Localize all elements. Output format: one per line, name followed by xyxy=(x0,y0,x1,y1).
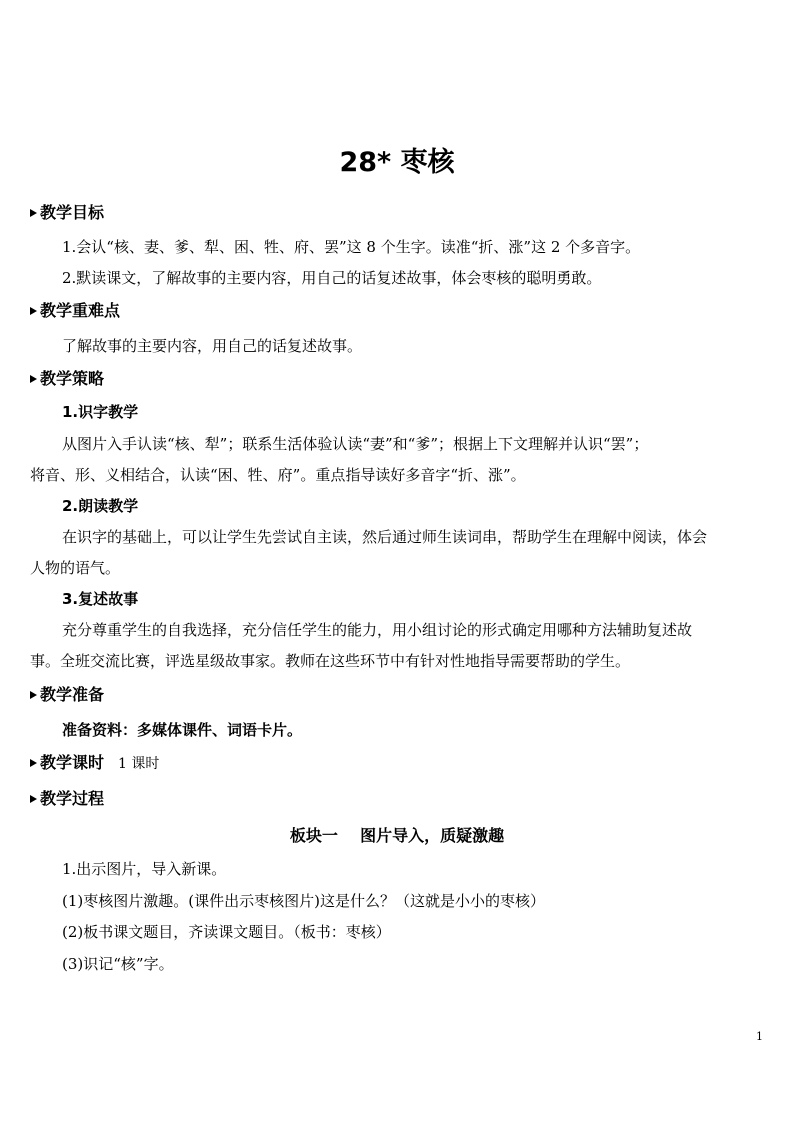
strategy-paragraph-line: 事。全班交流比赛，评选星级故事家。教师在这些环节中有针对性地指导需要帮助的学生。 xyxy=(30,652,631,670)
heading-label: 教学目标 xyxy=(40,203,105,222)
heading-label: 教学课时 xyxy=(40,753,105,772)
objective-item: 1.会认“核、妻、爹、犁、困、牲、府、罢”这 8 个生字。读准“折、涨”这 2 个多音字。 xyxy=(62,238,641,256)
triangle-bullet-icon xyxy=(30,209,37,217)
section-heading-process xyxy=(30,787,104,811)
heading-label: 教学重难点 xyxy=(40,301,121,320)
heading-label: 教学过程 xyxy=(40,789,105,808)
triangle-bullet-icon xyxy=(30,375,37,383)
heading-label: 教学策略 xyxy=(40,369,105,388)
strategy-subheading-retelling: 3.复述故事 xyxy=(62,590,139,608)
process-line: (1)枣核图片激趣。(课件出示枣核图片)这是什么？（这就是小小的枣核） xyxy=(62,892,545,910)
triangle-bullet-icon xyxy=(30,759,37,767)
process-line: (3)识记“核”字。 xyxy=(62,955,174,973)
process-line: (2)板书课文题目，齐读课文题目。（板书：枣核） xyxy=(62,923,391,941)
preparation-text: 准备资料：多媒体课件、词语卡片。 xyxy=(62,721,303,739)
page-number: 1 xyxy=(756,1030,763,1043)
key-points-text: 了解故事的主要内容，用自己的话复述故事。 xyxy=(62,337,363,355)
process-line: 1.出示图片，导入新课。 xyxy=(62,860,227,878)
triangle-bullet-icon xyxy=(30,307,37,315)
section-heading-hours xyxy=(30,751,159,776)
strategy-paragraph-line: 人物的语气。 xyxy=(30,559,121,577)
heading-label: 教学准备 xyxy=(40,685,105,704)
block-title: 板块一 图片导入，质疑激趣 xyxy=(289,826,505,845)
strategy-subheading-reading: 2.朗读教学 xyxy=(62,497,139,515)
strategy-paragraph-line: 在识字的基础上，可以让学生先尝试自主读，然后通过师生读词串，帮助学生在理解中阅读，体会 xyxy=(62,528,708,546)
strategy-paragraph-line: 将音、形、义相结合，认读“困、牲、府”。重点指导读好多音字“折、涨”。 xyxy=(30,466,526,484)
section-heading-objectives xyxy=(30,201,104,225)
strategy-paragraph-line: 从图片入手认读“核、犁”；联系生活体验认读“妻”和“爹”；根据上下文理解并认识“罢”； xyxy=(62,435,649,453)
section-heading-strategy xyxy=(30,367,104,391)
hours-value: 1 课时 xyxy=(118,756,160,772)
triangle-bullet-icon xyxy=(30,795,37,803)
strategy-subheading-literacy: 1.识字教学 xyxy=(62,403,139,421)
section-heading-key-points xyxy=(30,299,120,323)
triangle-bullet-icon xyxy=(30,691,37,699)
page-title: 28* 枣核 xyxy=(339,147,455,178)
section-heading-preparation xyxy=(30,683,104,707)
objective-item: 2.默读课文，了解故事的主要内容，用自己的话复述故事，体会枣核的聪明勇敢。 xyxy=(62,269,602,287)
strategy-paragraph-line: 充分尊重学生的自我选择，充分信任学生的能力，用小组讨论的形式确定用哪种方法辅助复述故 xyxy=(62,621,693,639)
